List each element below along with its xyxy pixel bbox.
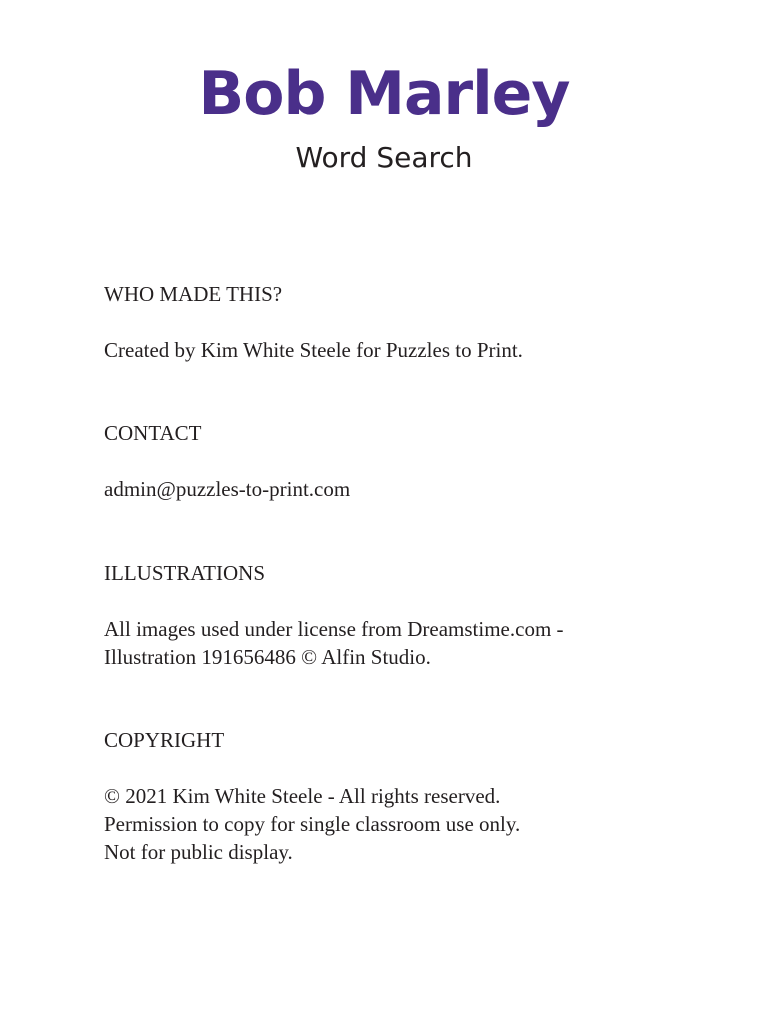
section-text	[104, 336, 704, 364]
text-line: Not for public display.	[104, 840, 293, 864]
section-heading: CONTACT	[104, 421, 202, 445]
section-text	[104, 615, 704, 671]
email-link[interactable]: admin@puzzles-to-print.com	[104, 477, 351, 501]
text-line: Created by Kim White Steele for Puzzles to Print.	[104, 338, 523, 362]
text-line: © 2021 Kim White Steele - All rights reserved.	[104, 784, 501, 808]
section-heading: COPYRIGHT	[104, 728, 225, 752]
section-contact	[104, 419, 704, 503]
section-heading: ILLUSTRATIONS	[104, 561, 265, 585]
section-copyright	[104, 726, 704, 866]
section-heading: WHO MADE THIS?	[104, 282, 283, 306]
section-who-made-this	[104, 280, 704, 364]
page-title: Bob Marley	[198, 59, 570, 129]
text-line: Permission to copy for single classroom use only.	[104, 812, 521, 836]
page-subtitle: Word Search	[295, 141, 473, 174]
info-content	[104, 280, 704, 866]
text-line: Illustration 191656486 © Alfin Studio.	[104, 645, 431, 669]
section-text	[104, 782, 704, 866]
text-line: All images used under license from Dreamstime.com -	[104, 617, 564, 641]
section-text	[104, 475, 704, 503]
section-illustrations	[104, 559, 704, 671]
